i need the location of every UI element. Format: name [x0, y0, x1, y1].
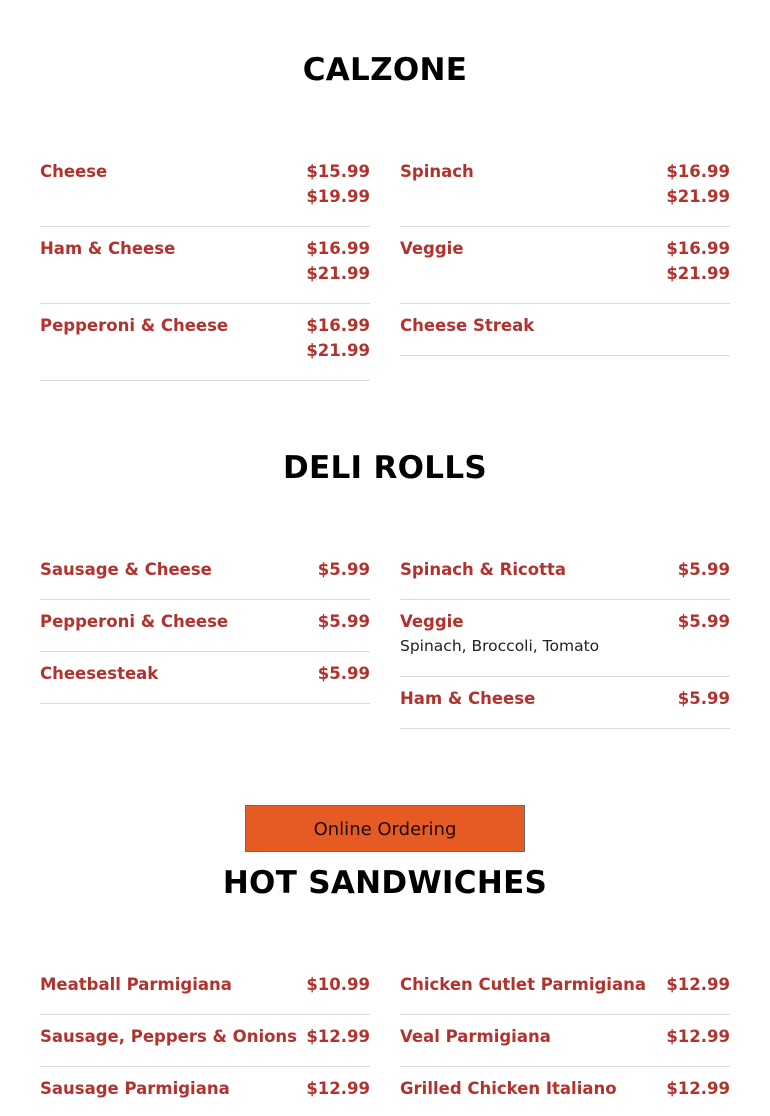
menu-item[interactable]	[400, 227, 730, 304]
item-price: $12.99	[306, 1027, 370, 1046]
item-price: $21.99	[666, 187, 730, 206]
item-price: $19.99	[306, 187, 370, 206]
calzone-left-column	[40, 150, 370, 381]
menu-item[interactable]	[40, 1015, 370, 1067]
item-price: $5.99	[677, 689, 730, 708]
menu-item[interactable]	[400, 304, 730, 356]
item-price: $5.99	[677, 560, 730, 579]
section-title-hot-sandwiches: HOT SANDWICHES	[222, 865, 548, 901]
menu-item[interactable]	[40, 227, 370, 304]
item-price: $21.99	[306, 341, 370, 360]
item-price: $12.99	[666, 1027, 730, 1046]
item-price: $12.99	[666, 1079, 730, 1098]
item-name: Spinach	[400, 162, 474, 181]
item-name: Cheese	[40, 162, 108, 181]
item-price: $15.99	[306, 162, 370, 181]
item-price: $5.99	[317, 612, 370, 631]
item-price: $12.99	[306, 1079, 370, 1098]
item-name: Meatball Parmigiana	[40, 975, 232, 994]
item-name: Chicken Cutlet Parmigiana	[400, 975, 646, 994]
item-name: Grilled Chicken Italiano	[400, 1079, 617, 1098]
hot-sandwiches-left-column	[40, 963, 370, 1116]
item-name: Ham & Cheese	[400, 689, 536, 708]
item-description: Spinach, Broccoli, Tomato	[400, 637, 600, 655]
item-name: Spinach & Ricotta	[400, 560, 567, 579]
item-name: Cheesesteak	[40, 664, 159, 683]
menu-item[interactable]	[40, 600, 370, 652]
item-name: Sausage, Peppers & Onions	[40, 1027, 297, 1046]
menu-item[interactable]	[40, 548, 370, 600]
menu-item[interactable]	[40, 304, 370, 381]
menu-item[interactable]	[400, 963, 730, 1015]
hot-sandwiches-right-column	[400, 963, 730, 1116]
item-name: Sausage Parmigiana	[40, 1079, 230, 1098]
section-title-calzone: CALZONE	[302, 52, 468, 88]
item-name: Cheese Streak	[400, 316, 535, 335]
menu-item[interactable]	[400, 1067, 730, 1116]
menu-item[interactable]	[40, 150, 370, 227]
item-name: Pepperoni & Cheese	[40, 612, 229, 631]
item-price: $16.99	[666, 239, 730, 258]
item-price: $21.99	[666, 264, 730, 283]
item-price: $21.99	[306, 264, 370, 283]
item-name: Pepperoni & Cheese	[40, 316, 229, 335]
item-name: Ham & Cheese	[40, 239, 176, 258]
item-price: $5.99	[317, 560, 370, 579]
deli-rolls-left-column	[40, 548, 370, 704]
item-price: $16.99	[306, 239, 370, 258]
item-name: Sausage & Cheese	[40, 560, 212, 579]
online-ordering-button[interactable]: Online Ordering	[245, 805, 525, 852]
item-price: $12.99	[666, 975, 730, 994]
item-name: Veggie	[400, 612, 464, 631]
item-price: $5.99	[677, 612, 730, 631]
menu-item[interactable]	[400, 600, 730, 677]
item-price: $10.99	[306, 975, 370, 994]
menu-item[interactable]	[40, 652, 370, 704]
menu-item[interactable]	[400, 548, 730, 600]
item-name: Veal Parmigiana	[400, 1027, 551, 1046]
menu-item[interactable]	[400, 150, 730, 227]
item-price: $5.99	[317, 664, 370, 683]
menu-item[interactable]	[40, 1067, 370, 1116]
section-title-deli-rolls: DELI ROLLS	[282, 450, 488, 486]
item-name: Veggie	[400, 239, 464, 258]
menu-item[interactable]	[40, 963, 370, 1015]
calzone-right-column	[400, 150, 730, 356]
deli-rolls-right-column	[400, 548, 730, 729]
menu-item[interactable]	[400, 1015, 730, 1067]
item-price: $16.99	[306, 316, 370, 335]
menu-item[interactable]	[400, 677, 730, 729]
item-price: $16.99	[666, 162, 730, 181]
